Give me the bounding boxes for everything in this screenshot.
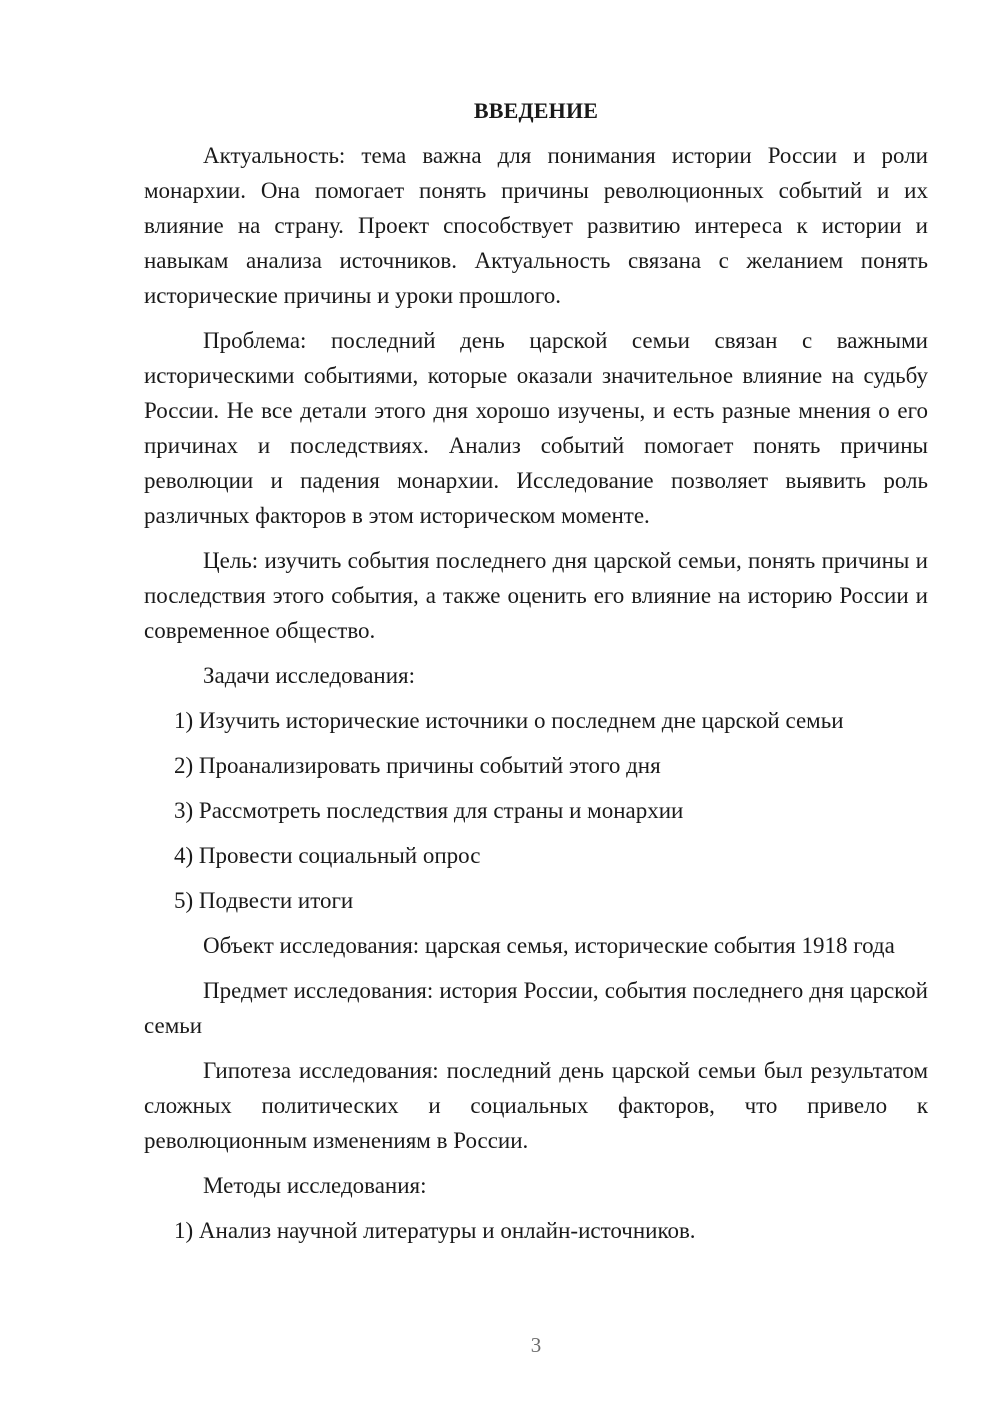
- relevance-paragraph: Актуальность: тема важна для понимания истории России и роли монархии. Она помогает понять причины революционных событий и их влияние на страну. Проект способствует развитию интереса к истории и навыкам анализа источников. Актуальность связана с желанием понять исторические причины и уроки прошлого.: [144, 143, 928, 308]
- subject-paragraph: Предмет исследования: история России, события последнего дня царской семьи: [144, 978, 928, 1038]
- tasks-heading: Задачи исследования:: [203, 663, 416, 688]
- hypothesis-paragraph: Гипотеза исследования: последний день царской семьи был результатом сложных политических и социальных факторов, что привело к революционным изменениям в России.: [144, 1058, 928, 1153]
- list-item: 5) Подвести итоги: [174, 888, 354, 913]
- list-item: 2) Проанализировать причины событий этого дня: [174, 753, 661, 778]
- problem-paragraph: Проблема: последний день царской семьи связан с важными историческими событиями, которые оказали значительное влияние на судьбу России. Не все детали этого дня хорошо изучены, и есть разные мнения о его причинах и последствиях. Анализ событий помогает понять причины революции и падения монархии. Исследование позволяет выявить роль различных факторов в этом историческом моменте.: [144, 328, 928, 528]
- section-title: ВВЕДЕНИЕ: [473, 98, 599, 123]
- list-item: 4) Провести социальный опрос: [174, 843, 481, 868]
- goal-paragraph: Цель: изучить события последнего дня царской семьи, понять причины и последствия этого события, а также оценить его влияние на историю России и современное общество.: [144, 548, 928, 643]
- list-item: 1) Анализ научной литературы и онлайн-источников.: [174, 1218, 696, 1243]
- page-number: 3: [530, 1333, 542, 1357]
- list-item: 1) Изучить исторические источники о последнем дне царской семьи: [174, 708, 844, 733]
- list-item: 3) Рассмотреть последствия для страны и монархии: [174, 798, 684, 823]
- methods-heading: Методы исследования:: [203, 1173, 427, 1198]
- document-body: [144, 96, 928, 1258]
- object-paragraph: Объект исследования: царская семья, исторические события 1918 года: [203, 933, 895, 958]
- tasks-list: [144, 703, 928, 918]
- methods-list: [144, 1213, 928, 1248]
